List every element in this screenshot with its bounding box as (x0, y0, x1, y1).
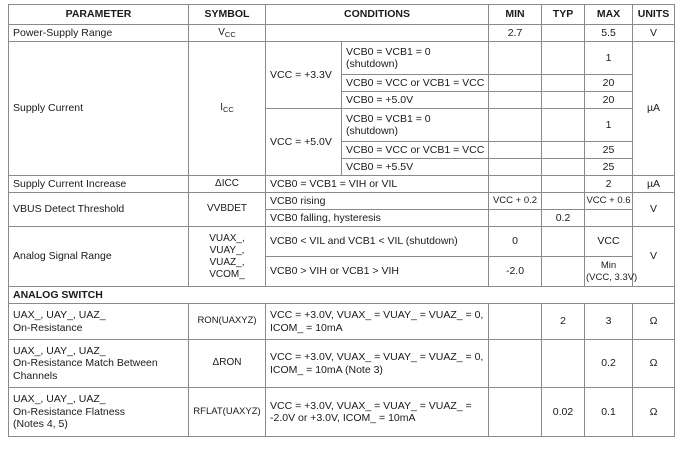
cond-empty (266, 25, 489, 42)
cond-active-range: VCB0 > VIH or VCB1 > VIH (266, 257, 489, 287)
header-row (9, 5, 675, 25)
cond-vcb-vih-vil: VCB0 = VCB1 = VIH or VIL (266, 176, 489, 193)
cond-vcb-vcc-50: VCB0 = VCC or VCB1 = VCC (342, 142, 489, 159)
param-vbus-detect: VBUS Detect Threshold (9, 193, 189, 227)
param-line: UAX_, UAY_, UAZ_ (13, 393, 106, 406)
param-line: On-Resistance (13, 321, 83, 334)
max-line: (VCC, 3.3V) (586, 271, 638, 283)
max-value: 3 (585, 304, 633, 340)
cond-shutdown-range: VCB0 < VIL and VCB1 < VIL (shutdown) (266, 227, 489, 257)
units-value: Ω (633, 304, 675, 340)
header-max: MAX (585, 5, 633, 25)
cond-vcc-50: VCC = +5.0V (266, 109, 342, 176)
max-value: 25 (585, 159, 633, 176)
units-value: Ω (633, 340, 675, 388)
units-value: Ω (633, 388, 675, 437)
param-line: Channels (13, 369, 58, 382)
param-power-supply-range: Power-Supply Range (9, 25, 189, 42)
cond-match (266, 340, 489, 388)
symbol-vuax-list (189, 227, 266, 287)
units-supply-current: µA (633, 42, 675, 176)
header-symbol: SYMBOL (189, 5, 266, 25)
max-value: 20 (585, 92, 633, 109)
cond-vcb-vcc-33: VCB0 = VCC or VCB1 = VCC (342, 75, 489, 92)
max-value: 5.5 (585, 25, 633, 42)
cond-vcb0-55: VCB0 = +5.5V (342, 159, 489, 176)
symbol-delta-ron: ΔRON (189, 340, 266, 388)
min-value: -2.0 (489, 257, 542, 287)
units-vbus: V (633, 193, 675, 227)
cond-flatness (266, 388, 489, 437)
symbol-ron: RON(UAXYZ) (189, 304, 266, 340)
param-analog-signal-range: Analog Signal Range (9, 227, 189, 287)
cond-line: -2.0V or +3.0V, ICOM_ = 10mA (270, 412, 416, 424)
max-value: 20 (585, 75, 633, 92)
param-on-resistance (9, 304, 189, 340)
units-value: V (633, 25, 675, 42)
min-value: 0 (489, 227, 542, 257)
typ-value: 0.02 (542, 388, 585, 437)
spec-table-container (8, 4, 675, 437)
max-line: Min (600, 259, 617, 271)
cond-line: VCC = +3.0V, VUAX_ = VUAY_ = VUAZ_ = 0, (270, 309, 484, 321)
table-row-vbus-detect (9, 193, 675, 210)
param-on-resistance-match (9, 340, 189, 388)
symbol-line: VUAX_, (209, 232, 245, 244)
max-value: 0.1 (585, 388, 633, 437)
max-value (585, 257, 638, 287)
symbol-line: VUAZ_, (209, 256, 245, 268)
cond-vcc-33: VCC = +3.3V (266, 42, 342, 109)
symbol-delta-icc: ΔICC (189, 176, 266, 193)
param-line: (Notes 4, 5) (13, 418, 68, 431)
cond-line: VCC = +3.0V, VUAX_ = VUAY_ = VUAZ_ = 0, (270, 351, 484, 363)
param-on-resistance-flatness (9, 388, 189, 437)
symbol-vcc: $V_{CC}$ (189, 25, 266, 42)
cond-vcb0-rising: VCB0 rising (266, 193, 489, 210)
table-row-on-resistance-match (9, 340, 675, 388)
min-value: 2.7 (489, 25, 542, 42)
header-min: MIN (489, 5, 542, 25)
symbol-icc: $I_{CC}$ (189, 42, 266, 176)
param-line: UAX_, UAY_, UAZ_ (13, 344, 106, 357)
section-row-analog-switch (9, 287, 675, 304)
param-supply-current-increase: Supply Current Increase (9, 176, 189, 193)
max-value: 1 (585, 109, 633, 142)
param-supply-current: Supply Current (9, 42, 189, 176)
param-line: UAX_, UAY_, UAZ_ (13, 309, 106, 321)
cond-shutdown-50: VCB0 = VCB1 = 0 (shutdown) (342, 109, 489, 142)
cond-line: VCC = +3.0V, VUAX_ = VUAY_ = VUAZ_ = (270, 399, 472, 412)
table-row-supply-current (9, 42, 675, 75)
symbol-rflat: RFLAT(UAXYZ) (189, 388, 266, 437)
typ-value: 0.2 (542, 210, 585, 227)
max-value: VCC (585, 227, 633, 257)
typ-value: 2 (542, 304, 585, 340)
section-title: ANALOG SWITCH (9, 287, 675, 304)
cond-on-resistance (266, 304, 489, 340)
cond-vcb0-50: VCB0 = +5.0V (342, 92, 489, 109)
cond-vcb0-falling: VCB0 falling, hysteresis (266, 210, 489, 227)
max-value: 0.2 (585, 340, 633, 388)
table-row-analog-signal-range (9, 227, 675, 257)
table-row-power-supply-range (9, 25, 675, 42)
param-line: On-Resistance Match Between (13, 357, 158, 370)
electrical-characteristics-table (8, 4, 675, 437)
table-row-on-resistance-flatness (9, 388, 675, 437)
max-value: 2 (585, 176, 633, 193)
max-value: 25 (585, 142, 633, 159)
min-value: VCC + 0.2 (489, 193, 542, 210)
cond-shutdown-33: VCB0 = VCB1 = 0 (shutdown) (342, 42, 489, 75)
max-value: VCC + 0.6 (585, 193, 633, 210)
header-units: UNITS (633, 5, 675, 25)
typ-value (542, 25, 585, 42)
table-row-on-resistance (9, 304, 675, 340)
table-row-supply-current-increase (9, 176, 675, 193)
cond-line: ICOM_ = 10mA (Note 3) (270, 363, 383, 376)
symbol-vvbdet: VVBDET (189, 193, 266, 227)
symbol-line: VUAY_, (209, 244, 245, 256)
param-line: On-Resistance Flatness (13, 405, 126, 418)
header-parameter: PARAMETER (9, 5, 189, 25)
cond-line: ICOM_ = 10mA (270, 321, 343, 334)
units-value: µA (633, 176, 675, 193)
units-analog-range: V (633, 227, 675, 287)
symbol-line: VCOM_ (209, 268, 245, 280)
header-typ: TYP (542, 5, 585, 25)
max-value: 1 (585, 42, 633, 75)
header-conditions: CONDITIONS (266, 5, 489, 25)
